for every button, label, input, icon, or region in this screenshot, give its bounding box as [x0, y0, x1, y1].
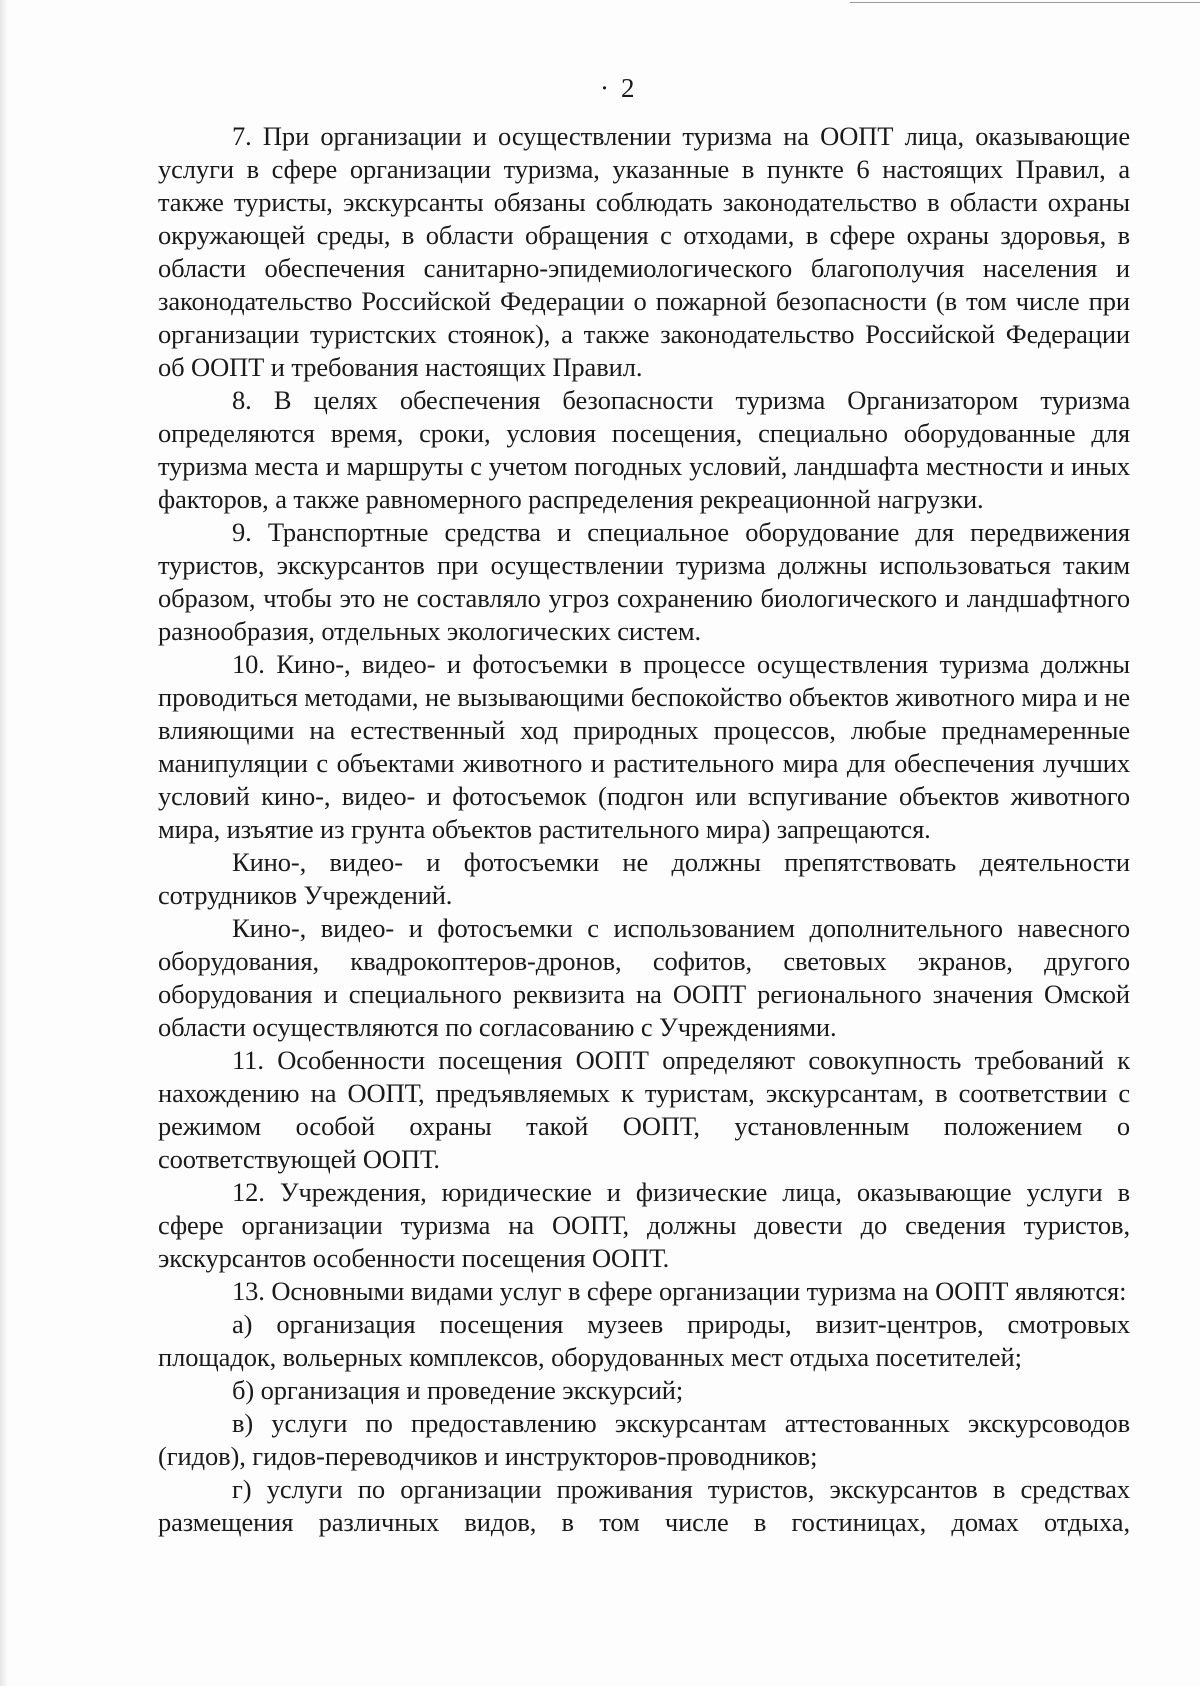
- page-number-marker: ·: [600, 73, 609, 103]
- paragraph-10: 10. Кино-, видео- и фотосъемки в процессе осуществления туризма должны проводиться методами, не вызывающими беспокойство объектов животного мира и не влияющими на естественный ход природных процессов, любые преднамеренные манипуляции с объектами животного и растительного мира для обеспечения лучших условий кино-, видео- и фотосъемок (подгон или вспугивание объектов животного мира, изъятие из грунта объектов растительного мира) запрещаются.: [158, 649, 1130, 844]
- list-item-v: в) услуги по предоставлению экскурсантам аттестованных экскурсоводов (гидов), гидов-переводчиков и инструкторов-проводников;: [158, 1408, 1130, 1471]
- list-item-a: а) организация посещения музеев природы, визит-центров, смотровых площадок, вольерных комплексов, оборудованных мест отдыха посетителей;: [158, 1309, 1130, 1372]
- scan-edge: [0, 0, 8, 1686]
- scan-line: [850, 2, 1200, 3]
- list-item-g: г) услуги по организации проживания туристов, экскурсантов в средствах размещения различных видов, в том числе в гостиницах, домах отдыха,: [158, 1474, 1130, 1537]
- paragraph-7: 7. При организации и осуществлении туризма на ООПТ лица, оказывающие услуги в сфере организации туризма, указанные в пункте 6 настоящих Правил, а также туристы, экскурсанты обязаны соблюдать законодательство в области охраны окружающей среды, в области обращения с отходами, в сфере охраны здоровья, в области обеспечения санитарно-эпидемиологического благополучия населения и законодательство Российской Федерации о пожарной безопасности (в том числе при организации туристских стоянок), а также законодательство Российской Федерации об ООПТ и требования настоящих Правил.: [158, 121, 1130, 382]
- page-number: [600, 72, 660, 104]
- paragraph-9: 9. Транспортные средства и специальное оборудование для передвижения туристов, экскурсантов при осуществлении туризма должны использоваться таким образом, чтобы это не составляло угроз сохранению биологического и ландшафтного разнообразия, отдельных экологических систем.: [158, 517, 1130, 646]
- page-number-value: 2: [621, 73, 635, 103]
- list-item-b: б) организация и проведение экскурсий;: [232, 1375, 684, 1405]
- paragraph-8: 8. В целях обеспечения безопасности туризма Организатором туризма определяются время, сроки, условия посещения, специально оборудованные для туризма места и маршруты с учетом погодных условий, ландшафта местности и иных факторов, а также равномерного распределения рекреационной нагрузки.: [158, 385, 1130, 514]
- paragraph-13: 13. Основными видами услуг в сфере организации туризма на ООПТ являются:: [232, 1276, 1127, 1306]
- paragraph-10-filming-equipment: Кино-, видео- и фотосъемки с использованием дополнительного навесного оборудования, квадрокоптеров-дронов, софитов, световых экранов, другого оборудования и специального реквизита на ООПТ регионального значения Омской области осуществляются по согласованию с Учреждениями.: [158, 913, 1130, 1042]
- paragraph-11: 11. Особенности посещения ООПТ определяют совокупность требований к нахождению на ООПТ, предъявляемых к туристам, экскурсантам, в соответствии с режимом особой охраны такой ООПТ, установленным положением о соответствующей ООПТ.: [158, 1045, 1130, 1174]
- document-body: [158, 120, 1130, 1539]
- paragraph-12: 12. Учреждения, юридические и физические лица, оказывающие услуги в сфере организации туризма на ООПТ, должны довести до сведения туристов, экскурсантов особенности посещения ООПТ.: [158, 1177, 1130, 1273]
- paragraph-10-filming-staff: Кино-, видео- и фотосъемки не должны препятствовать деятельности сотрудников Учреждений.: [158, 847, 1130, 910]
